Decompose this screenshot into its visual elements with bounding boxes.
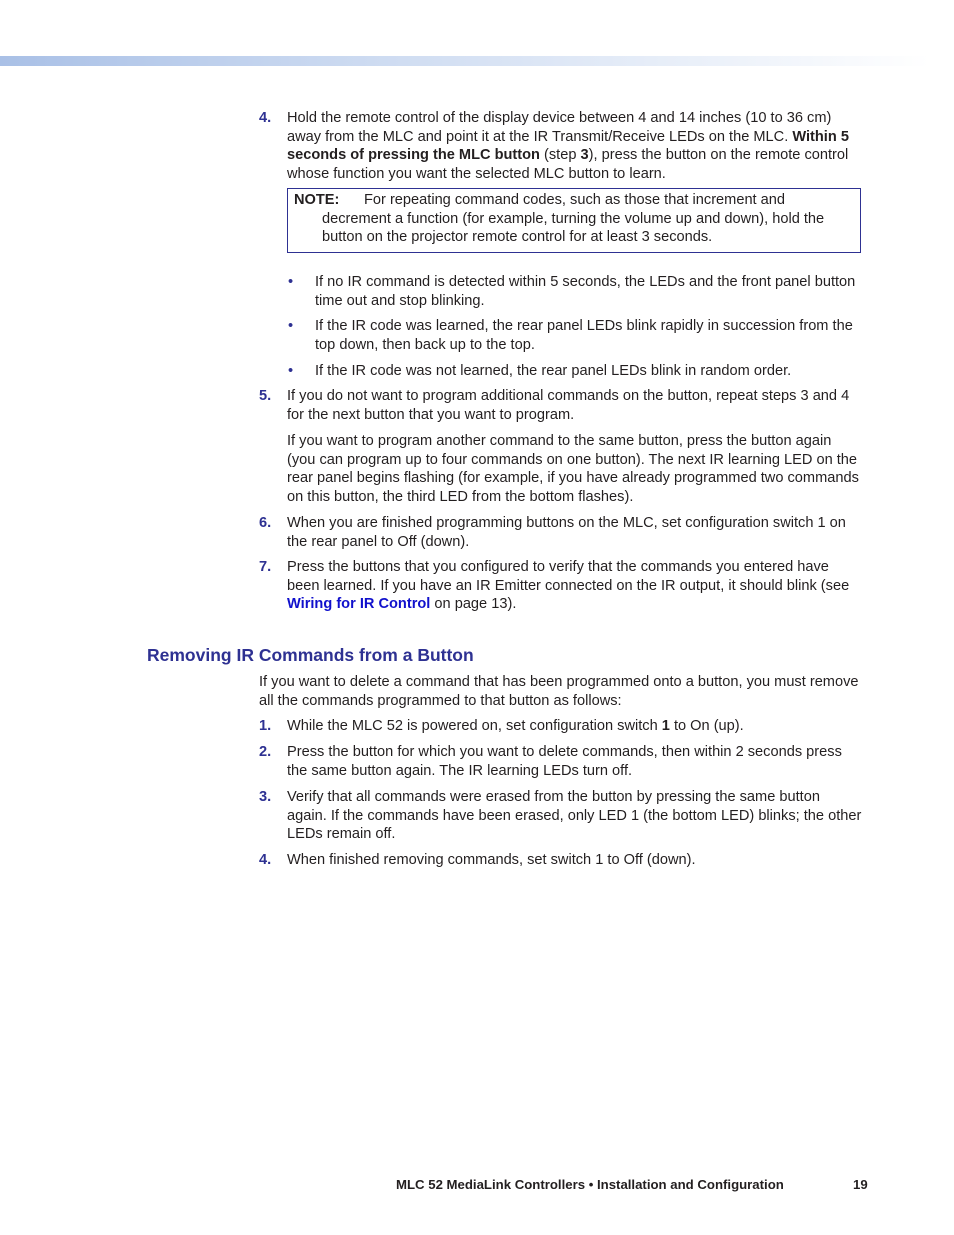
step-text (287, 717, 862, 736)
step-number: 7. (259, 559, 272, 575)
step-text-part: While the MLC 52 is powered on, set configuration switch (287, 718, 662, 734)
step-text-part: Press the buttons that you configured to verify that the commands you entered have been learned. If you have an IR Emitter connected on the IR output, it should blink (see (287, 559, 850, 594)
header-gradient-bar (0, 56, 930, 66)
step-text-bold: Within 5 seconds of pressing the MLC button (287, 128, 849, 164)
wiring-for-ir-control-link[interactable]: Wiring for IR Control (287, 596, 431, 613)
note-label: NOTE: (294, 192, 340, 208)
section-intro: If you want to delete a command that has been programmed onto a button, you must remove all the commands programmed to that button as follows: (259, 674, 859, 709)
footer-title: MLC 52 MediaLink Controllers • Installation and Configuration (396, 1177, 784, 1192)
step-text: If you do not want to program additional commands on the button, repeat steps 3 and 4 for the next button that you want to program. (287, 388, 850, 423)
step-text-part: on page 13). (430, 596, 517, 613)
page-number: 19 (853, 1177, 868, 1192)
step-text-part: Hold the remote control of the display device between 4 and 14 inches (10 to 36 cm) away from the MLC and point it at the IR Transmit/Receive LEDs on the MLC. (287, 110, 832, 145)
note-text-rest: decrement a function (for example, turning the volume up and down), hold the button on the projector remote control for at least 3 seconds. (322, 210, 825, 246)
step-text: Verify that all commands were erased from the button by pressing the same button again. If the commands have been erased, only LED 1 (the bottom LED) blinks; the other LEDs remain off. (287, 789, 862, 843)
step-number: 4. (259, 852, 272, 868)
step-number: 6. (259, 515, 272, 531)
step-text-bold: 3 (580, 147, 589, 164)
step-text: Press the button for which you want to delete commands, then within 2 seconds press the same button again. The IR learning LEDs turn off. (287, 744, 842, 779)
step-number: 3. (259, 789, 272, 805)
step-text-part: ), press the button on the remote control whose function you want the selected MLC button to learn. (287, 147, 849, 183)
bullet-text: If the IR code was learned, the rear panel LEDs blink rapidly in succession from the top down, then back up to the top. (315, 318, 853, 353)
step-number: 1. (259, 718, 272, 734)
step-text-part: to On (up). (669, 718, 744, 734)
step-paragraph: If you want to program another command to the same button, press the button again (you can program up to four commands on one button). The next IR learning LED on the rear panel begins flashing (for example, if you have already programmed two commands on this button, the third LED from the bottom flashes). (287, 433, 859, 506)
step-text: When you are finished programming buttons on the MLC, set configuration switch 1 on the rear panel to Off (down). (287, 515, 846, 550)
bullet-text: If no IR command is detected within 5 seconds, the LEDs and the front panel button time out and stop blinking. (315, 274, 856, 309)
step-number: 2. (259, 744, 272, 760)
bullet-text: If the IR code was not learned, the rear panel LEDs blink in random order. (315, 363, 792, 379)
step-text (287, 109, 862, 184)
bullet-dot: • (288, 274, 294, 290)
bullet-dot: • (288, 318, 294, 334)
step-text-bold: 1 (661, 718, 670, 734)
section-heading: Removing IR Commands from a Button (147, 645, 474, 665)
step-text-part: (step (539, 147, 581, 164)
step-text: When finished removing commands, set switch 1 to Off (down). (287, 852, 696, 868)
step-number: 5. (259, 388, 272, 404)
step-number: 4. (259, 110, 272, 126)
step-text (287, 558, 862, 614)
bullet-dot: • (288, 363, 294, 379)
note-text-first: For repeating command codes, such as those that increment and (364, 192, 786, 208)
